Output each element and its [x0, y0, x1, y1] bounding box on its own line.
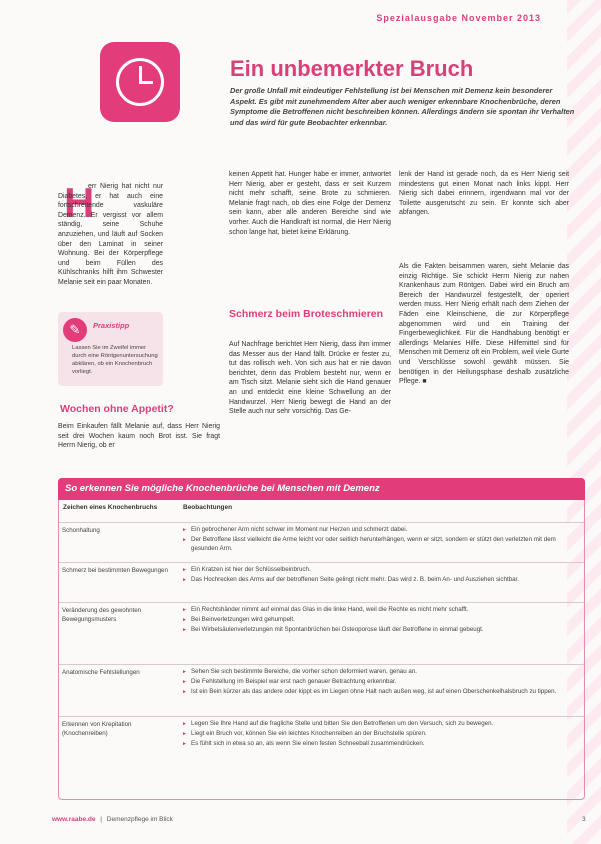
column-3-text: lenk der Hand ist gerade noch, da es Herr Nierig seit mindestens gut einen Monat nach links kippt. Herr Nierig sich dabei erinnern, irgendwann mal vor der Toilette ausgerutscht zu sein. Er konnte sich aber abfangen. [399, 171, 569, 217]
list-item: ► Ein gebrochener Arm nicht schwer im Moment nur Herzen und schmerzt dabei. [182, 526, 582, 535]
list-item: ► Ist ein Bein kürzer als das andere oder kippt es im Liegen ohne Halt nach außen weg, ist auf einen Oberschenkelhalsbruch zu tippen. [182, 688, 582, 697]
page-number: 3 [582, 816, 586, 823]
page-footer: www.raabe.de | Demenzpflege im Blick [52, 816, 173, 823]
row-label: Veränderung des gewohnten Bewegungsmusters [62, 607, 142, 623]
issue-kicker: Spezialausgabe November 2013 [376, 13, 541, 23]
footer-section: Demenzpflege im Blick [106, 816, 173, 823]
list-item: ► Bei Wirbelsäulenverletzungen mit Spontanbrüchen bei Osteoporose läuft der Betroffene in einmal gebeugt. [182, 626, 582, 635]
table-row [59, 664, 584, 717]
article-title: Ein unbemerkter Bruch [230, 56, 474, 81]
row-label: Erkennen von Krepitation (Knochenreiben) [62, 721, 132, 737]
row-label: Anatomische Fehlstellungen [62, 669, 140, 676]
list-item: ► Ein Rechtshänder nimmt auf einmal das Glas in die linke Hand, weil die Rechte es nicht mehr schafft. [182, 606, 582, 615]
table-title: So erkennen Sie mögliche Knochenbrüche bei Menschen mit Demenz [65, 483, 380, 494]
heading-schmerz: Schmerz beim Broteschmieren [229, 308, 384, 320]
list-item: ► Bei Beinverletzungen wird gehumpelt. [182, 616, 582, 625]
article-lead: Der große Unfall mit eindeutiger Fehlstellung ist bei Menschen mit Demenz kein besonderer Aspekt. Es gibt mit zunehmendem Alter aber auch weniger erkennbare Knochenbrüche, deren Symptome die Betroffenen nicht beschreiben können. Allerdings ändern sie spontan ihr Verhalten und das wird für gute Beobachter erkennbar. [230, 86, 575, 127]
list-item: ► Legen Sie Ihre Hand auf die fragliche Stelle und bitten Sie den Betroffenen um den Versuch, sich zu bewegen. [182, 720, 582, 729]
tip-text: Lassen Sie im Zweifel immer durch eine Röntgenuntersuchung abklären, ob ein Knochenbruch vorliegt. [72, 345, 158, 375]
row-observations [182, 606, 582, 635]
column-2-text: keinen Appetit hat. Hunger habe er immer, antwortet Herr Nierig, aber er gesteht, dass er seit Kurzem nicht mehr schafft, seine Brote zu schmieren. Melanie fragt nach, ob dies eine Folge der Demenz sein kann, aber alle anderen Bereiche sind wie vorher. Auch die Handkraft ist normal, die Herr Nierig schon lange hat, bietet keine Erklärung. [229, 171, 391, 236]
list-item: ► Die Fehlstellung im Beispiel war erst nach genauer Betrachtung erkennbar. [182, 678, 582, 687]
column-3-text-2: Als die Fakten beisammen waren, sieht Melanie das einzig Richtige. Sie schickt Herrn Nierig zur nahen Krankenhaus zum Röntgen. Dabei wird ein Bruch am Bereich der Handwurzel festgestellt, der operiert werden muss. Herr Nierig erhält nach dem Ziehen der Fäden eine Kleinschiene, die zur Körperpflege abgenommen wird und ein Training der Fingerbeweglichkeit. Für die Handhabung benötigt er allerdings Melanies Hilfe. Diese Hilfemittel sind für Menschen mit Demenz oft ein Problem, weil viele Gurte und Verschlüsse sowohl gewählt müssen. Sie benötigen in der Heilungsphase deshalb zusätzliche Pflege. ■ [399, 263, 569, 386]
column-1-text-2: Beim Einkaufen fällt Melanie auf, dass Herr Nierig seit drei Wochen kaum noch Brot isst. Sie fragt Herrn Nierig, ob er [58, 423, 220, 450]
column-2-text-2: Auf Nachfrage berichtet Herr Nierig, dass ihm immer das Messer aus der Hand fällt. Drücke er fester zu, tut das rollisch weh. Von sich aus hat er nie davon berichtet, denn das Problem besteht nur, wenn er am Tisch sitzt. Melanie sieht sich die Hand genauer an und entdeckt eine kleine Schwellung an der Handwurzel. Herr Nierig bewegt die Hand an der Stelle auch nur sehr vorsichtig. Das Ge- [229, 341, 391, 416]
table-row [59, 716, 584, 799]
column-header-observations: Beobachtungen [183, 504, 233, 511]
column-1-text: err Nierig hat nicht nur Diabetes, er hat auch eine fortschreitende vaskuläre Demenz. Er vergisst vor allem ständig, seine Schuhe anzuziehen, und läuft auf Socken über den Laminat in seiner Wohnung. Bei der Körperpflege und beim Füllen des Kühlschranks hilft ihm Schwester Melanie seit ein paar Monaten. [58, 183, 163, 286]
tip-title: Praxistipp [93, 321, 130, 330]
heading-wochen: Wochen ohne Appetit? [60, 403, 174, 415]
list-item: ► Das Hochrecken des Arms auf der betroffenen Seite gelingt nicht mehr. Das wird z. B. beim An- und Ausziehen sichtbar. [182, 576, 582, 585]
row-observations [182, 668, 582, 697]
row-observations [182, 566, 582, 586]
table-row [59, 522, 584, 563]
column-header-sign: Zeichen eines Knochenbruchs [63, 504, 158, 511]
table-row [59, 562, 584, 603]
list-item: ► Sehen Sie sich bestimmte Bereiche, die vorher schon deformiert waren, genau an. [182, 668, 582, 677]
footer-url[interactable]: www.raabe.de [52, 816, 96, 823]
list-item: ► Liegt ein Bruch vor, können Sie ein leichtes Knochenreiben an der Bruchstelle spüren. [182, 730, 582, 739]
list-item: ► Der Betroffene lässt vielleicht die Arme leicht vor oder seitlich herunterhängen, wenn er sitzt, sondern er stützt den verletzten mit dem gesunden Arm. [182, 536, 582, 554]
drop-cap: H [64, 179, 95, 226]
row-observations [182, 720, 582, 749]
pencil-icon: ✎ [63, 318, 87, 342]
list-item: ► Ein Kratzen ist hier der Schlüsselbeinbruch. [182, 566, 582, 575]
list-item: ► Es fühlt sich in etwa so an, als wenn Sie einen festen Schneeball zusammendrücken. [182, 740, 582, 749]
row-label: Schmerz bei bestimmten Bewegungen [62, 567, 168, 574]
table-row [59, 602, 584, 665]
clock-icon [100, 42, 180, 122]
row-observations [182, 526, 582, 554]
row-label: Schonhaltung [62, 527, 100, 534]
